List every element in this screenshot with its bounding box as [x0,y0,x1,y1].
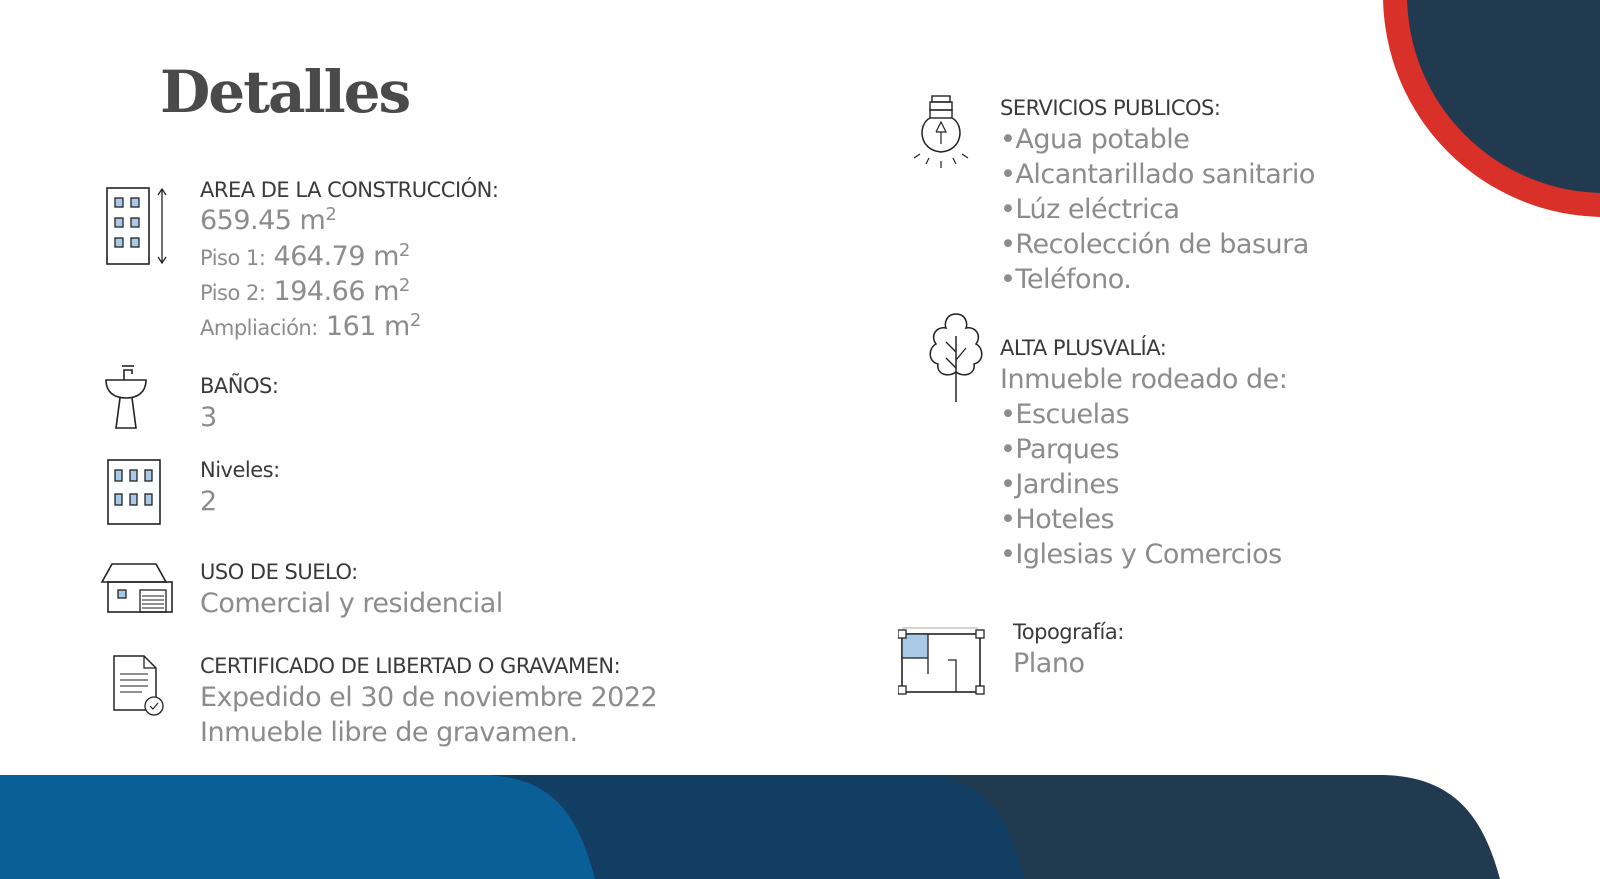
area-floor-2 [200,274,410,311]
plusvalia-label: ALTA PLUSVALÍA: [1000,336,1167,360]
floor-exp: 2 [398,275,410,296]
floor-label: Piso 1: [200,246,266,270]
area-total-value: 659.45 m [200,205,326,236]
floor-value: 194.66 m [273,276,399,307]
area-total [200,203,336,238]
light-bulb-icon [910,92,972,174]
area-ampliacion [200,309,421,346]
floor-exp: 2 [398,240,410,261]
banos-label: BAÑOS: [200,374,279,398]
niveles-label: Niveles: [200,458,280,482]
area-label: AREA DE LA CONSTRUCCIÓN: [200,178,499,202]
tree-icon [924,312,988,404]
servicios-label: SERVICIOS PUBLICOS: [1000,96,1221,120]
uso-value: Comercial y residencial [200,588,503,619]
corner-decoration [1380,0,1600,220]
levels-building-icon [106,458,164,528]
floor-label: Piso 2: [200,281,266,305]
plusvalia-intro: Inmueble rodeado de: [1000,364,1288,395]
list-item: •Recolección de basura [1000,229,1309,260]
list-item: •Alcantarillado sanitario [1000,159,1315,190]
list-item: •Agua potable [1000,124,1190,155]
plusvalia-list [1000,397,1282,572]
banos-value: 3 [200,402,217,433]
floor-label: Ampliación: [200,316,318,340]
area-total-exp: 2 [325,204,337,225]
house-icon [100,562,174,616]
floor-value: 464.79 m [273,241,399,272]
list-item: •Lúz eléctrica [1000,194,1180,225]
certificado-label: CERTIFICADO DE LIBERTAD O GRAVAMEN: [200,654,621,678]
area-floor-1 [200,239,410,276]
servicios-list [1000,122,1315,297]
certificado-line2: Inmueble libre de gravamen. [200,717,578,748]
floor-exp: 2 [409,310,421,331]
list-item: •Escuelas [1000,399,1130,430]
page-title: Detalles [160,58,410,126]
floor-plan-icon [898,624,986,696]
uso-label: USO DE SUELO: [200,560,358,584]
topografia-value: Plano [1013,648,1085,679]
topografia-label: Topografía: [1013,620,1124,644]
niveles-value: 2 [200,486,217,517]
list-item: •Parques [1000,434,1120,465]
floor-value: 161 m [325,311,410,342]
list-item: •Iglesias y Comercios [1000,539,1282,570]
list-item: •Jardines [1000,469,1119,500]
building-icon [104,186,174,268]
sink-icon [104,362,150,432]
certificado-line1: Expedido el 30 de noviembre 2022 [200,682,658,713]
list-item: •Teléfono. [1000,264,1132,295]
bottom-wave-decoration [0,775,1600,879]
list-item: •Hoteles [1000,504,1115,535]
certificate-document-icon [112,654,168,720]
